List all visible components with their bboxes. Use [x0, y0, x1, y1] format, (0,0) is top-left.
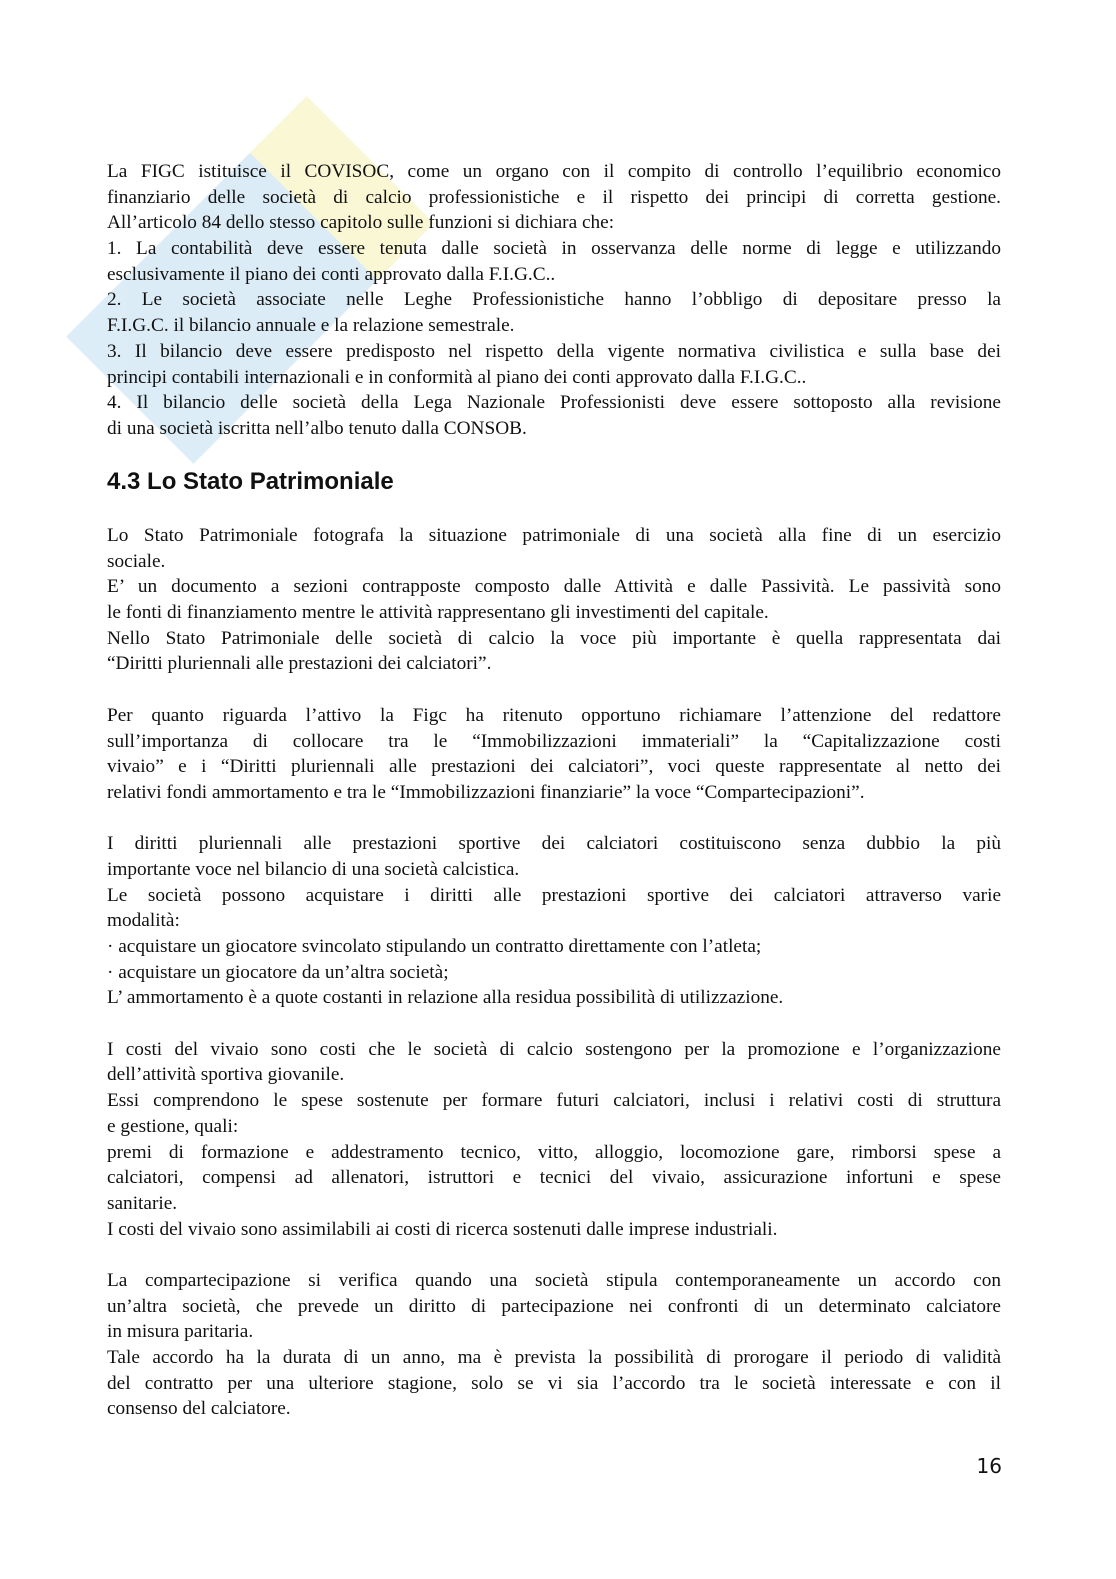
text-line: modalità: — [107, 910, 180, 932]
text-line: Lo Stato Patrimoniale fotografa la situazione patrimoniale di una società alla fine di un esercizio — [107, 525, 1001, 546]
text-line: e gestione, quali: — [107, 1115, 239, 1137]
text-line: importante voce nel bilancio di una società calcistica. — [107, 858, 520, 880]
text-line: I costi del vivaio sono assimilabili ai costi di ricerca sostenuti dalle imprese industriali. — [107, 1218, 778, 1240]
blank-line — [107, 1242, 1001, 1268]
text-line: Per quanto riguarda l’attivo la Figc ha ritenuto opportuno richiamare l’attenzione del redattore — [107, 704, 1001, 726]
page-number: 16 — [976, 1454, 1002, 1478]
blank-line — [107, 677, 1001, 703]
text-line: La compartecipazione si verifica quando una società stipula contemporaneamente un accordo con — [107, 1269, 1001, 1291]
text-line: sociale. — [107, 550, 166, 572]
text-line: esclusivamente il piano dei conti approvato dalla F.I.G.C.. — [107, 263, 556, 285]
text-line: Essi comprendono le spese sostenute per formare futuri calciatori, inclusi i relativi costi di struttura — [107, 1090, 1001, 1112]
text-line: 2. Le società associate nelle Leghe Professionistiche hanno l’obbligo di depositare presso la — [107, 289, 1001, 311]
blank-line — [107, 806, 1001, 832]
text-line: finanziario delle società di calcio professionistiche e il rispetto dei principi di corretta gestione. — [107, 186, 1001, 208]
text-line: Tale accordo ha la durata di un anno, ma è prevista la possibilità di prorogare il periodo di validità — [107, 1347, 1001, 1368]
text-line: consenso del calciatore. — [107, 1398, 291, 1420]
text-line: le fonti di finanziamento mentre le attività rappresentano gli investimenti del capitale. — [107, 602, 769, 624]
section-heading: 4.3 Lo Stato Patrimoniale — [107, 468, 394, 495]
text-line: · acquistare un giocatore svincolato stipulando un contratto direttamente con l’atleta; — [107, 936, 762, 957]
text-line: All’articolo 84 dello stesso capitolo sulle funzioni si dichiara che: — [107, 212, 615, 234]
text-line: un’altra società, che prevede un diritto di partecipazione nei confronti di un determinato calciatore — [107, 1295, 1001, 1317]
text-line: 3. Il bilancio deve essere predisposto nel rispetto della vigente normativa civilistica e sulla base dei — [107, 340, 1001, 362]
text-line: di una società iscritta nell’albo tenuto dalla CONSOB. — [107, 417, 527, 439]
text-line: Nello Stato Patrimoniale delle società di calcio la voce più importante è quella rappresentata dai — [107, 627, 1001, 649]
text-line: calciatori, compensi ad allenatori, istruttori e tecnici del vivaio, assicurazione infortuni e spese — [107, 1167, 1001, 1189]
text-line: La FIGC istituisce il COVISOC, come un organo con il compito di controllo l’equilibrio economico — [107, 161, 1001, 182]
text-line: “Diritti pluriennali alle prestazioni dei calciatori”. — [107, 653, 492, 675]
text-line: dell’attività sportiva giovanile. — [107, 1064, 345, 1086]
text-line: 4. Il bilancio delle società della Lega Nazionale Professionisti deve essere sottoposto alla revisione — [107, 392, 1001, 414]
text-line: principi contabili internazionali e in conformità al piano dei conti approvato dalla F.I.G.C.. — [107, 366, 807, 388]
text-line: sanitarie. — [107, 1192, 178, 1214]
body-paragraphs — [107, 523, 1001, 1422]
text-line: del contratto per una ulteriore stagione, solo se vi sia l’accordo tra le società interessate e con il — [107, 1372, 1001, 1394]
text-line: in misura paritaria. — [107, 1321, 254, 1343]
text-line: L’ ammortamento è a quote costanti in relazione alla residua possibilità di utilizzazione. — [107, 987, 784, 1009]
text-line: 1. La contabilità deve essere tenuta dalle società in osservanza delle norme di legge e utilizzando — [107, 238, 1001, 260]
text-line: vivaio” e i “Diritti pluriennali alle prestazioni dei calciatori”, voci queste rappresentate al netto dei — [107, 756, 1001, 778]
text-line: F.I.G.C. il bilancio annuale e la relazione semestrale. — [107, 315, 515, 337]
text-line: sull’importanza di collocare tra le “Immobilizzazioni immateriali” la “Capitalizzazione costi — [107, 730, 1001, 752]
text-line: Le società possono acquistare i diritti alle prestazioni sportive dei calciatori attraverso varie — [107, 884, 1001, 906]
text-line: I costi del vivaio sono costi che le società di calcio sostengono per la promozione e l’organizzazione — [107, 1038, 1001, 1060]
text-line: · acquistare un giocatore da un’altra società; — [107, 961, 449, 983]
text-line: E’ un documento a sezioni contrapposte composto dalle Attività e dalle Passività. Le passività sono — [107, 576, 1001, 598]
text-line: relativi fondi ammortamento e tra le “Immobilizzazioni finanziarie” la voce “Compartecipazioni”. — [107, 781, 865, 803]
text-line: I diritti pluriennali alle prestazioni sportive dei calciatori costituiscono senza dubbio la più — [107, 833, 1001, 855]
intro-paragraphs — [107, 159, 1001, 442]
blank-line — [107, 1011, 1001, 1037]
text-line: premi di formazione e addestramento tecnico, vitto, alloggio, locomozione gare, rimborsi spese a — [107, 1141, 1001, 1163]
